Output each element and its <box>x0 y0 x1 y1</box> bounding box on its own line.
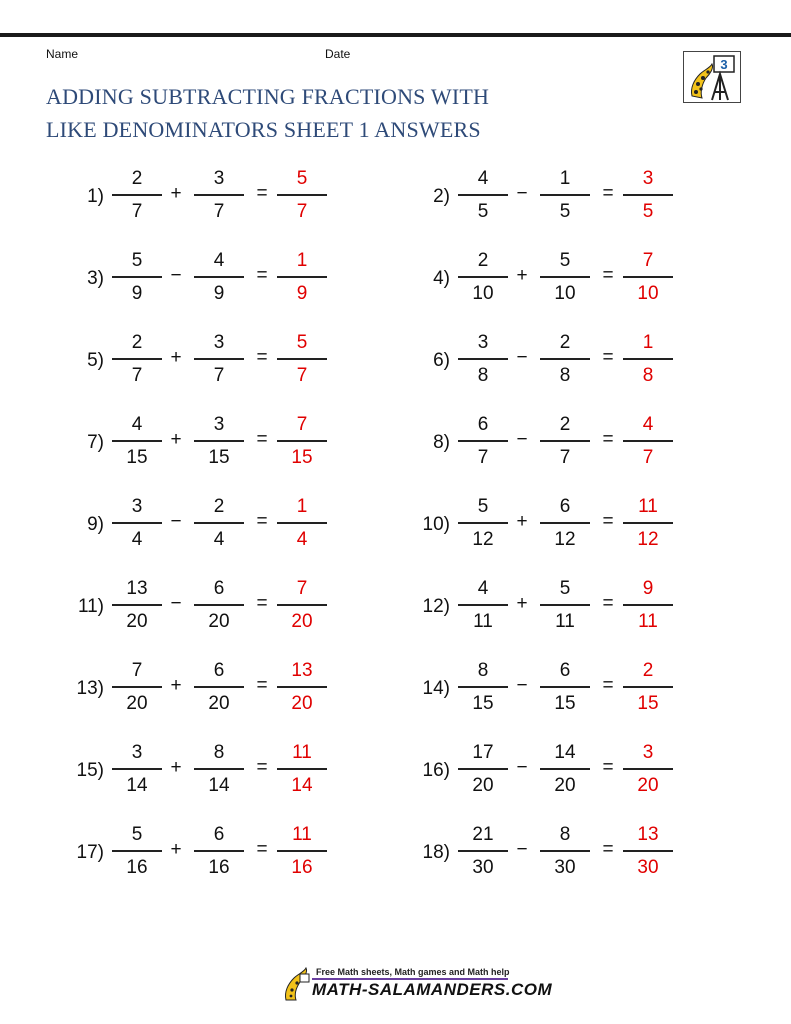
problem-number: 6) <box>433 350 450 371</box>
equals-sign: = <box>256 347 268 368</box>
fraction-b <box>194 248 244 307</box>
fraction-a-numerator: 4 <box>477 168 489 189</box>
fraction-a-numerator: 6 <box>477 414 489 435</box>
fraction-b-denominator: 20 <box>554 774 576 796</box>
fraction-b-numerator: 3 <box>213 414 225 435</box>
answer-fraction-numerator: 13 <box>291 660 313 681</box>
fraction-a-numerator: 5 <box>131 250 143 271</box>
fraction-b <box>194 330 244 389</box>
fraction-b-numerator: 5 <box>559 578 571 599</box>
top-rule <box>0 33 791 37</box>
problem-number: 9) <box>87 514 104 535</box>
operator-sign: + <box>170 839 182 860</box>
fraction-a-numerator: 17 <box>472 742 494 763</box>
fraction-bar <box>540 850 590 852</box>
equals-sign: = <box>602 675 614 696</box>
fraction-b-denominator: 14 <box>208 774 230 796</box>
answer-fraction-numerator: 4 <box>642 414 654 435</box>
fraction-bar <box>540 276 590 278</box>
fraction-bar <box>540 194 590 196</box>
problem-number: 13) <box>76 678 104 699</box>
answer-fraction-numerator: 1 <box>296 250 308 271</box>
fraction-b <box>540 576 590 635</box>
equals-sign: = <box>256 839 268 860</box>
footer-brand-block <box>282 966 553 1002</box>
fraction-a-denominator: 5 <box>477 200 489 222</box>
answer-fraction <box>623 658 673 717</box>
fraction-bar <box>623 358 673 360</box>
operator-sign: − <box>516 675 528 696</box>
answer-fraction <box>623 822 673 881</box>
fraction-b-numerator: 6 <box>213 660 225 681</box>
fraction-a-numerator: 2 <box>131 168 143 189</box>
fraction-a-denominator: 12 <box>472 528 494 550</box>
equals-sign: = <box>256 593 268 614</box>
answer-fraction-numerator: 1 <box>296 496 308 517</box>
fraction-a-denominator: 20 <box>472 774 494 796</box>
answer-fraction-numerator: 11 <box>638 496 658 517</box>
fraction-b-denominator: 10 <box>554 282 576 304</box>
fraction-a-denominator: 7 <box>131 364 143 386</box>
equals-sign: = <box>602 265 614 286</box>
fraction-bar <box>540 768 590 770</box>
fraction-a-numerator: 2 <box>477 250 489 271</box>
fraction-b-denominator: 8 <box>559 364 571 386</box>
fraction-bar <box>623 850 673 852</box>
fraction-b-denominator: 20 <box>208 610 230 632</box>
fraction-bar <box>112 604 162 606</box>
fraction-a <box>458 822 508 881</box>
fraction-bar <box>458 686 508 688</box>
equals-sign: = <box>256 183 268 204</box>
fraction-bar <box>194 440 244 442</box>
fraction-a-numerator: 3 <box>131 742 143 763</box>
fraction-bar <box>540 358 590 360</box>
equals-sign: = <box>602 347 614 368</box>
fraction-b-denominator: 5 <box>559 200 571 222</box>
problem-number: 8) <box>433 432 450 453</box>
fraction-a <box>458 740 508 799</box>
fraction-bar <box>112 850 162 852</box>
fraction-b <box>194 166 244 225</box>
answer-fraction-denominator: 8 <box>642 364 654 386</box>
fraction-bar <box>194 358 244 360</box>
fraction-b <box>540 330 590 389</box>
fraction-b-numerator: 6 <box>559 496 571 517</box>
fraction-a-denominator: 9 <box>131 282 143 304</box>
fraction-bar <box>540 686 590 688</box>
fraction-bar <box>458 768 508 770</box>
problem-number: 18) <box>422 842 450 863</box>
footer-brand-text: MATH-SALAMANDERS.COM <box>312 980 553 999</box>
fraction-b-denominator: 11 <box>555 610 575 632</box>
operator-sign: + <box>170 757 182 778</box>
fraction-a-numerator: 5 <box>477 496 489 517</box>
page-title-line1: ADDING SUBTRACTING FRACTIONS WITH <box>46 84 490 109</box>
fraction-bar <box>194 604 244 606</box>
fraction-b-denominator: 9 <box>213 282 225 304</box>
fraction-bar <box>623 768 673 770</box>
answer-fraction <box>623 494 673 553</box>
equals-sign: = <box>256 675 268 696</box>
problem-number: 5) <box>87 350 104 371</box>
date-label: Date <box>325 47 351 61</box>
operator-sign: − <box>516 183 528 204</box>
fraction-bar <box>194 850 244 852</box>
answer-fraction-denominator: 30 <box>637 856 659 878</box>
salamander-logo-icon <box>684 52 740 102</box>
salamander-footer-icon <box>282 966 310 1002</box>
answer-fraction-denominator: 15 <box>637 692 659 714</box>
fraction-a <box>112 248 162 307</box>
answer-fraction <box>277 740 327 799</box>
fraction-a <box>458 576 508 635</box>
operator-sign: − <box>170 593 182 614</box>
fraction-a-denominator: 20 <box>126 692 148 714</box>
answer-fraction-denominator: 20 <box>291 610 313 632</box>
fraction-a-denominator: 10 <box>472 282 494 304</box>
fraction-bar <box>540 604 590 606</box>
fraction-b <box>194 412 244 471</box>
problem-number: 10) <box>422 514 450 535</box>
equals-sign: = <box>602 757 614 778</box>
fraction-b <box>540 248 590 307</box>
fraction-b-denominator: 4 <box>213 528 225 550</box>
answer-fraction-denominator: 7 <box>642 446 654 468</box>
answer-fraction <box>277 494 327 553</box>
page-title-line2: LIKE DENOMINATORS SHEET 1 ANSWERS <box>46 117 481 142</box>
fraction-bar <box>194 276 244 278</box>
equals-sign: = <box>602 429 614 450</box>
answer-fraction-denominator: 4 <box>296 528 308 550</box>
fraction-b <box>540 740 590 799</box>
fraction-b <box>194 494 244 553</box>
operator-sign: + <box>516 511 528 532</box>
fraction-b <box>194 740 244 799</box>
operator-sign: + <box>170 675 182 696</box>
answer-fraction <box>277 248 327 307</box>
fraction-a <box>112 166 162 225</box>
operator-sign: + <box>170 429 182 450</box>
fraction-bar <box>540 522 590 524</box>
answer-fraction <box>277 822 327 881</box>
fraction-b-numerator: 6 <box>213 824 225 845</box>
answer-fraction-numerator: 3 <box>642 742 654 763</box>
answer-fraction-numerator: 9 <box>642 578 654 599</box>
fraction-b-numerator: 14 <box>554 742 576 763</box>
answer-fraction-numerator: 5 <box>296 168 308 189</box>
logo-grade-number: 3 <box>720 57 728 72</box>
fraction-a-denominator: 16 <box>126 856 148 878</box>
fraction-bar <box>623 686 673 688</box>
salamander-logo <box>683 51 741 103</box>
fraction-a <box>112 658 162 717</box>
equals-sign: = <box>602 183 614 204</box>
fraction-b-numerator: 1 <box>559 168 571 189</box>
fraction-b-numerator: 3 <box>213 332 225 353</box>
fraction-b-denominator: 30 <box>554 856 576 878</box>
fraction-bar <box>458 194 508 196</box>
fraction-b-denominator: 12 <box>554 528 576 550</box>
answer-fraction-denominator: 10 <box>637 282 659 304</box>
answer-fraction <box>277 658 327 717</box>
fraction-a-numerator: 3 <box>477 332 489 353</box>
fraction-a-denominator: 7 <box>477 446 489 468</box>
problem-number: 4) <box>433 268 450 289</box>
fraction-bar <box>112 194 162 196</box>
answer-fraction <box>277 412 327 471</box>
answer-fraction-numerator: 7 <box>642 250 654 271</box>
fraction-bar <box>458 440 508 442</box>
fraction-a-denominator: 8 <box>477 364 489 386</box>
fraction-a-numerator: 2 <box>131 332 143 353</box>
fraction-bar <box>194 768 244 770</box>
fraction-bar <box>194 194 244 196</box>
fraction-bar <box>112 686 162 688</box>
fraction-b <box>540 658 590 717</box>
fraction-a-denominator: 14 <box>126 774 148 796</box>
answer-fraction-denominator: 5 <box>642 200 654 222</box>
answer-fraction <box>623 166 673 225</box>
fraction-a <box>458 248 508 307</box>
fraction-a <box>458 412 508 471</box>
fraction-b-denominator: 15 <box>554 692 576 714</box>
fraction-bar <box>277 686 327 688</box>
answer-fraction <box>623 412 673 471</box>
equals-sign: = <box>602 511 614 532</box>
problem-number: 16) <box>422 760 450 781</box>
fraction-b-numerator: 2 <box>213 496 225 517</box>
operator-sign: − <box>516 429 528 450</box>
fraction-bar <box>112 522 162 524</box>
fraction-b-numerator: 2 <box>559 332 571 353</box>
fraction-b-denominator: 16 <box>208 856 230 878</box>
fraction-bar <box>277 440 327 442</box>
problem-number: 1) <box>87 186 104 207</box>
problem-number: 7) <box>87 432 104 453</box>
footer-tagline: Free Math sheets, Math games and Math help <box>316 967 510 977</box>
answer-fraction-denominator: 9 <box>296 282 308 304</box>
fraction-b-numerator: 6 <box>559 660 571 681</box>
problem-number: 3) <box>87 268 104 289</box>
fraction-a <box>458 658 508 717</box>
fraction-a <box>458 330 508 389</box>
answer-fraction <box>623 576 673 635</box>
fraction-bar <box>277 358 327 360</box>
answer-fraction-denominator: 16 <box>291 856 313 878</box>
answer-fraction <box>623 330 673 389</box>
fraction-a-denominator: 11 <box>473 610 493 632</box>
fraction-bar <box>277 850 327 852</box>
fraction-a <box>112 330 162 389</box>
fraction-b-denominator: 15 <box>208 446 230 468</box>
fraction-b <box>540 412 590 471</box>
fraction-b <box>194 658 244 717</box>
answer-fraction <box>277 330 327 389</box>
fraction-b-denominator: 7 <box>213 364 225 386</box>
fraction-a <box>112 576 162 635</box>
answer-fraction-denominator: 7 <box>296 200 308 222</box>
name-label: Name <box>46 47 79 61</box>
fraction-b <box>194 822 244 881</box>
fraction-bar <box>277 276 327 278</box>
fraction-bar <box>623 440 673 442</box>
answer-fraction-numerator: 3 <box>642 168 654 189</box>
fraction-a-numerator: 13 <box>126 578 148 599</box>
problem-number: 15) <box>76 760 104 781</box>
answer-fraction-numerator: 11 <box>292 742 312 763</box>
answer-fraction-numerator: 1 <box>642 332 654 353</box>
answer-fraction-denominator: 7 <box>296 364 308 386</box>
fraction-a <box>112 494 162 553</box>
fraction-bar <box>194 522 244 524</box>
fraction-b-denominator: 7 <box>213 200 225 222</box>
fraction-b <box>540 494 590 553</box>
fraction-bar <box>112 440 162 442</box>
fraction-bar <box>540 440 590 442</box>
fraction-a-numerator: 7 <box>131 660 143 681</box>
fraction-b-denominator: 7 <box>559 446 571 468</box>
fraction-a <box>458 494 508 553</box>
fraction-bar <box>112 358 162 360</box>
fraction-bar <box>112 276 162 278</box>
problem-number: 17) <box>76 842 104 863</box>
equals-sign: = <box>256 511 268 532</box>
fraction-a-denominator: 15 <box>126 446 148 468</box>
operator-sign: + <box>170 347 182 368</box>
answer-fraction-denominator: 20 <box>637 774 659 796</box>
fraction-b-numerator: 5 <box>559 250 571 271</box>
equals-sign: = <box>256 757 268 778</box>
problem-number: 12) <box>422 596 450 617</box>
fraction-bar <box>112 768 162 770</box>
fraction-b-numerator: 6 <box>213 578 225 599</box>
operator-sign: − <box>516 347 528 368</box>
operator-sign: − <box>170 265 182 286</box>
answer-fraction-numerator: 5 <box>296 332 308 353</box>
fraction-b-numerator: 2 <box>559 414 571 435</box>
answer-fraction-numerator: 11 <box>292 824 312 845</box>
answer-fraction <box>623 740 673 799</box>
fraction-a-denominator: 30 <box>472 856 494 878</box>
fraction-bar <box>458 358 508 360</box>
fraction-a <box>112 822 162 881</box>
fraction-bar <box>458 850 508 852</box>
answer-fraction <box>277 166 327 225</box>
answer-fraction-denominator: 12 <box>637 528 659 550</box>
fraction-bar <box>623 522 673 524</box>
fraction-bar <box>277 194 327 196</box>
problem-number: 2) <box>433 186 450 207</box>
answer-fraction-numerator: 7 <box>296 578 308 599</box>
fraction-bar <box>458 604 508 606</box>
answer-fraction-denominator: 20 <box>291 692 313 714</box>
equals-sign: = <box>256 265 268 286</box>
fraction-a-numerator: 4 <box>131 414 143 435</box>
operator-sign: + <box>516 593 528 614</box>
answer-fraction <box>623 248 673 307</box>
operator-sign: − <box>516 839 528 860</box>
fraction-bar <box>194 686 244 688</box>
answer-fraction-denominator: 11 <box>638 610 658 632</box>
fraction-b-denominator: 20 <box>208 692 230 714</box>
fraction-a <box>112 412 162 471</box>
fraction-a-numerator: 4 <box>477 578 489 599</box>
fraction-b <box>540 166 590 225</box>
fraction-bar <box>623 604 673 606</box>
fraction-a-numerator: 5 <box>131 824 143 845</box>
fraction-a <box>458 166 508 225</box>
answer-fraction-numerator: 7 <box>296 414 308 435</box>
problem-number: 14) <box>422 678 450 699</box>
operator-sign: − <box>516 757 528 778</box>
fraction-bar <box>623 194 673 196</box>
fraction-bar <box>277 768 327 770</box>
problem-number: 11) <box>77 596 104 617</box>
fraction-a-denominator: 4 <box>131 528 143 550</box>
fraction-a-denominator: 20 <box>126 610 148 632</box>
fraction-bar <box>277 604 327 606</box>
fraction-bar <box>458 522 508 524</box>
answer-fraction-denominator: 15 <box>291 446 313 468</box>
answer-fraction-denominator: 14 <box>291 774 313 796</box>
fraction-bar <box>277 522 327 524</box>
operator-sign: + <box>516 265 528 286</box>
fraction-b <box>194 576 244 635</box>
fraction-a-numerator: 21 <box>472 824 494 845</box>
fraction-bar <box>458 276 508 278</box>
equals-sign: = <box>602 593 614 614</box>
fraction-b-numerator: 3 <box>213 168 225 189</box>
equals-sign: = <box>256 429 268 450</box>
fraction-b-numerator: 4 <box>213 250 225 271</box>
fraction-b-numerator: 8 <box>559 824 571 845</box>
fraction-a-denominator: 7 <box>131 200 143 222</box>
fraction-a <box>112 740 162 799</box>
fraction-b-numerator: 8 <box>213 742 225 763</box>
operator-sign: + <box>170 183 182 204</box>
answer-fraction-numerator: 13 <box>637 824 659 845</box>
operator-sign: − <box>170 511 182 532</box>
fraction-a-numerator: 8 <box>477 660 489 681</box>
fraction-bar <box>623 276 673 278</box>
fraction-b <box>540 822 590 881</box>
fraction-a-denominator: 15 <box>472 692 494 714</box>
equals-sign: = <box>602 839 614 860</box>
fraction-a-numerator: 3 <box>131 496 143 517</box>
answer-fraction-numerator: 2 <box>642 660 654 681</box>
answer-fraction <box>277 576 327 635</box>
